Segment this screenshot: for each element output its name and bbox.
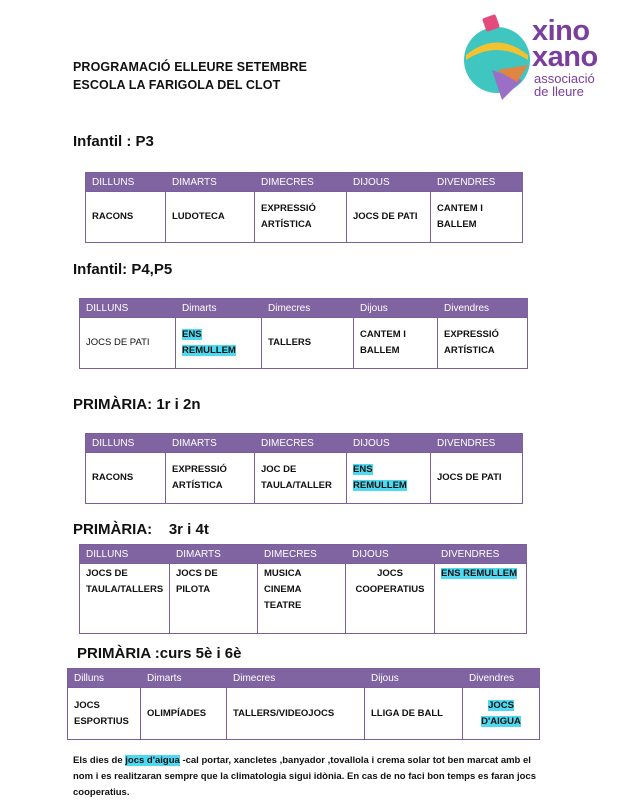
cell-wednesday: JOC DE TAULA/TALLER: [255, 453, 347, 504]
header-friday: Divendres: [463, 669, 540, 688]
header-monday: DILLUNS: [80, 299, 176, 318]
header-wednesday: Dimecres: [227, 669, 365, 688]
cell-monday: RACONS: [86, 453, 166, 504]
header-thursday: Dijous: [354, 299, 438, 318]
document-title-line-1: PROGRAMACIÓ ELLEURE SETEMBRE: [73, 60, 308, 74]
header-tuesday: DIMARTS: [166, 434, 255, 453]
header-tuesday: DIMARTS: [166, 173, 255, 192]
cell-monday: JOCS DE PATI: [80, 318, 176, 369]
header-friday: DIVENDRES: [431, 434, 523, 453]
header-wednesday: Dimecres: [262, 299, 354, 318]
header-monday: Dilluns: [68, 669, 141, 688]
cell-friday: [435, 564, 527, 634]
header-friday: DIVENDRES: [431, 173, 523, 192]
cell-thursday: JOCS DE PATI: [347, 192, 431, 243]
header-friday: DIVENDRES: [435, 545, 527, 564]
cell-wednesday: TALLERS/VIDEOJOCS: [227, 688, 365, 740]
cell-thursday: LLIGA DE BALL: [365, 688, 463, 740]
schedule-table-5e-6e: [67, 668, 540, 740]
header-monday: DILLUNS: [86, 434, 166, 453]
cell-wednesday: MUSICA CINEMA TEATRE: [258, 564, 346, 634]
note-highlight: jocs d'aigua: [125, 755, 180, 766]
header-monday: DILLUNS: [80, 545, 170, 564]
cell-monday: JOCS DE TAULA/TALLERS: [80, 564, 170, 634]
cell-wednesday: EXPRESSIÓ ARTÍSTICA: [255, 192, 347, 243]
note-prefix: Els dies de: [73, 755, 126, 766]
header-tuesday: DIMARTS: [170, 545, 258, 564]
section-title-1r-2n: PRIMÀRIA: 1r i 2n: [73, 396, 201, 413]
cell-monday: RACONS: [86, 192, 166, 243]
section-title-p4-p5: Infantil: P4,P5: [73, 261, 173, 278]
header-thursday: DIJOUS: [347, 173, 431, 192]
cell-friday: [463, 688, 540, 740]
header-wednesday: DIMECRES: [258, 545, 346, 564]
logo-word-2: xano: [532, 41, 598, 73]
document-title-line-2: ESCOLA LA FARIGOLA DEL CLOT: [73, 78, 281, 92]
schedule-table-1r-2n: [85, 433, 523, 504]
cell-monday: JOCS ESPORTIUS: [68, 688, 141, 740]
cell-friday: JOCS DE PATI: [431, 453, 523, 504]
cell-tuesday: LUDOTECA: [166, 192, 255, 243]
highlighted-activity: JOCS D'AIGUA: [481, 699, 521, 727]
header-friday: Divendres: [438, 299, 528, 318]
section-title-p3: Infantil : P3: [73, 133, 154, 150]
header-wednesday: DIMECRES: [255, 173, 347, 192]
cell-tuesday: [176, 318, 262, 369]
footer-note: [73, 753, 543, 801]
header-thursday: DIJOUS: [346, 545, 435, 564]
schedule-table-p3: [85, 172, 523, 243]
header-tuesday: Dimarts: [176, 299, 262, 318]
cell-friday: CANTEM I BALLEM: [431, 192, 523, 243]
header-thursday: DIJOUS: [347, 434, 431, 453]
logo-word-1: xino: [532, 15, 590, 47]
cell-friday: EXPRESSIÓ ARTÍSTICA: [438, 318, 528, 369]
cell-tuesday: OLIMPÍADES: [141, 688, 227, 740]
header-wednesday: DIMECRES: [255, 434, 347, 453]
cell-thursday: [347, 453, 431, 504]
section-title-3r-4t: PRIMÀRIA: 3r i 4t: [73, 521, 209, 538]
cell-tuesday: JOCS DE PILOTA: [170, 564, 258, 634]
cell-tuesday: EXPRESSIÓ ARTÍSTICA: [166, 453, 255, 504]
note-body: -cal portar, xancletes ,banyador ,tovallola i crema solar tot ben marcat amb el nom i es realitzaran sempre que la climatologia sigui idònia. En cas de no faci bon temps es faran jocs cooperatius.: [73, 755, 536, 798]
logo-tagline-2: de lleure: [534, 84, 584, 99]
highlighted-activity: ENS REMULLEM: [182, 329, 236, 356]
section-title-5e-6e: PRIMÀRIA :curs 5è i 6è: [77, 645, 242, 662]
xinoxano-logo: [462, 10, 618, 105]
highlighted-activity: ENS REMULLEM: [353, 464, 407, 491]
highlighted-activity: ENS REMULLEM: [441, 568, 517, 579]
header-tuesday: Dimarts: [141, 669, 227, 688]
header-thursday: Dijous: [365, 669, 463, 688]
schedule-table-3r-4t: [79, 544, 527, 634]
cell-thursday: CANTEM I BALLEM: [354, 318, 438, 369]
spinning-top-icon: [462, 10, 532, 105]
cell-thursday: JOCS COOPERATIUS: [346, 564, 435, 634]
schedule-table-p4-p5: [79, 298, 528, 369]
cell-wednesday: TALLERS: [262, 318, 354, 369]
header-monday: DILLUNS: [86, 173, 166, 192]
logo-tagline-1: associació: [534, 71, 595, 86]
